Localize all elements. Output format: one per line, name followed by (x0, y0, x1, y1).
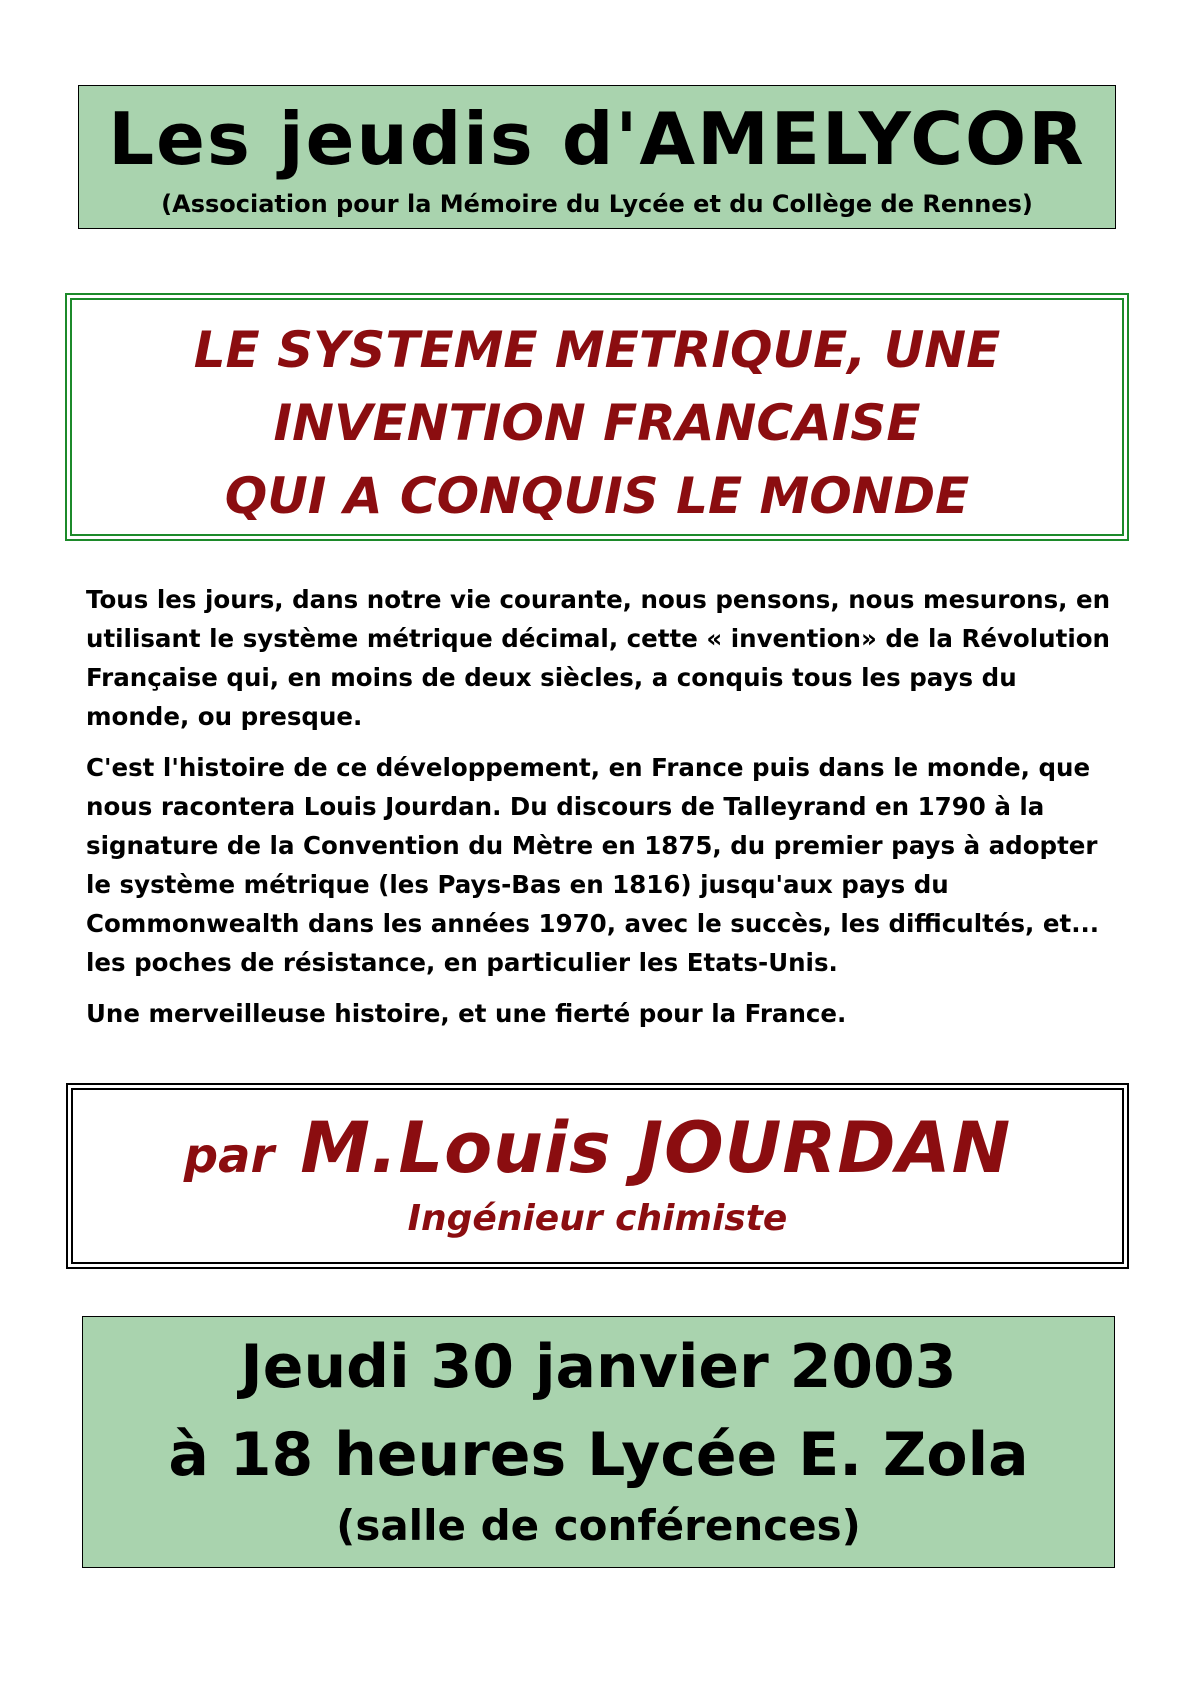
speaker-name: M.Louis JOURDAN (300, 1107, 1012, 1189)
paragraph-3: Une merveilleuse histoire, et une fierté pour la France. (86, 999, 847, 1028)
event-box (82, 1316, 1115, 1568)
topic-box (65, 293, 1129, 541)
description-text (86, 580, 1116, 1045)
association-subtitle: (Association pour la Mémoire du Lycée et du Collège de Rennes) (161, 190, 1033, 218)
page-title: Les jeudis d'AMELYCOR (108, 97, 1086, 181)
event-room: (salle de conférences) (336, 1501, 861, 1550)
paragraph-1: Tous les jours, dans notre vie courante, nous pensons, nous mesurons, en utilisant le système métrique décimal, cette « invention» de la Révolution Française qui, en moins de deux siècles, a conquis tous les pays du monde, ou presque. (86, 585, 1111, 731)
header-box (78, 85, 1116, 229)
speaker-role: Ingénieur chimiste (407, 1198, 788, 1239)
topic-line-2: INVENTION FRANCAISE (273, 394, 921, 452)
topic-line-1: LE SYSTEME METRIQUE, UNE (193, 321, 1001, 379)
event-date: Jeudi 30 janvier 2003 (240, 1332, 957, 1402)
speaker-box (66, 1083, 1129, 1269)
paragraph-2: C'est l'histoire de ce développement, en France puis dans le monde, que nous racontera Louis Jourdan. Du discours de Talleyrand en 1790 à la signature de la Convention du Mètre en 1875, du premier pays à adopter le système métrique (les Pays-Bas en 1816) jusqu'aux pays du Commonwealth dans les années 1970, avec le succès, les difficultés, et... les poches de résistance, en particulier les Etats-Unis. (86, 753, 1100, 977)
speaker-line (73, 1106, 1122, 1190)
event-time-place: à 18 heures Lycée E. Zola (168, 1420, 1029, 1490)
speaker-prefix: par (183, 1128, 275, 1184)
topic-line-3: QUI A CONQUIS LE MONDE (224, 467, 970, 525)
